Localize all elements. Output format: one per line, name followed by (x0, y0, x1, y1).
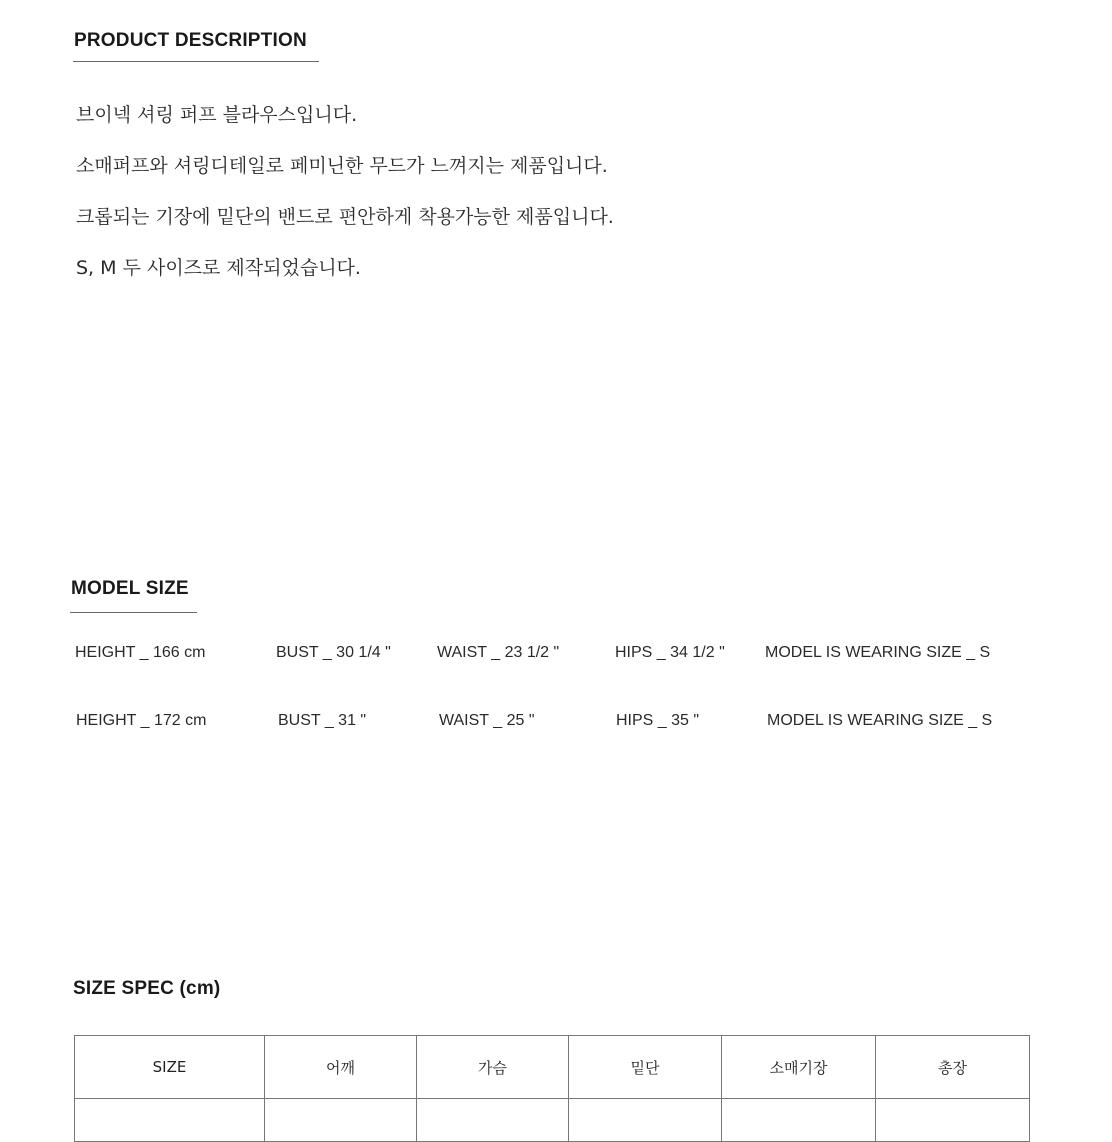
product-description-title: PRODUCT DESCRIPTION (74, 30, 307, 51)
table-cell (417, 1099, 569, 1142)
table-cell (75, 1099, 265, 1142)
model-row-1 (0, 644, 1112, 668)
model-bust: BUST _ 31 " (278, 712, 367, 729)
model-hips: HIPS _ 34 1/2 " (615, 644, 725, 661)
table-cell (876, 1099, 1030, 1142)
table-cell (569, 1099, 722, 1142)
model-size-title: MODEL SIZE (71, 578, 189, 599)
model-hips: HIPS _ 35 " (616, 712, 700, 729)
size-spec-table (74, 1035, 1030, 1142)
model-height: HEIGHT _ 172 cm (76, 712, 207, 729)
description-line-2: 소매퍼프와 셔링디테일로 페미닌한 무드가 느껴지는 제품입니다. (76, 155, 608, 177)
model-waist: WAIST _ 25 " (439, 712, 535, 729)
description-line-1: 브이넥 셔링 퍼프 블라우스입니다. (76, 104, 358, 126)
description-line-3: 크롭되는 기장에 밑단의 밴드로 편안하게 착용가능한 제품입니다. (76, 206, 614, 228)
header-shoulder: 어깨 (265, 1036, 417, 1099)
table-cell (265, 1099, 417, 1142)
model-wearing-size: MODEL IS WEARING SIZE _ S (767, 712, 993, 729)
description-line-4: S, M 두 사이즈로 제작되었습니다. (76, 257, 361, 279)
table-row (75, 1099, 1030, 1142)
model-bust: BUST _ 30 1/4 " (276, 644, 391, 661)
model-waist: WAIST _ 23 1/2 " (437, 644, 560, 661)
header-size: SIZE (75, 1036, 265, 1099)
size-spec-header-row (75, 1036, 1030, 1099)
model-size-underline (70, 612, 197, 613)
table-cell (722, 1099, 876, 1142)
product-description-underline (73, 61, 319, 62)
header-hem: 밑단 (569, 1036, 722, 1099)
model-wearing-size: MODEL IS WEARING SIZE _ S (765, 644, 991, 661)
header-chest: 가슴 (417, 1036, 569, 1099)
header-total-length: 총장 (876, 1036, 1030, 1099)
model-row-2 (0, 712, 1112, 736)
header-sleeve-length: 소매기장 (722, 1036, 876, 1099)
size-spec-title: SIZE SPEC (cm) (73, 978, 221, 999)
model-height: HEIGHT _ 166 cm (75, 644, 206, 661)
